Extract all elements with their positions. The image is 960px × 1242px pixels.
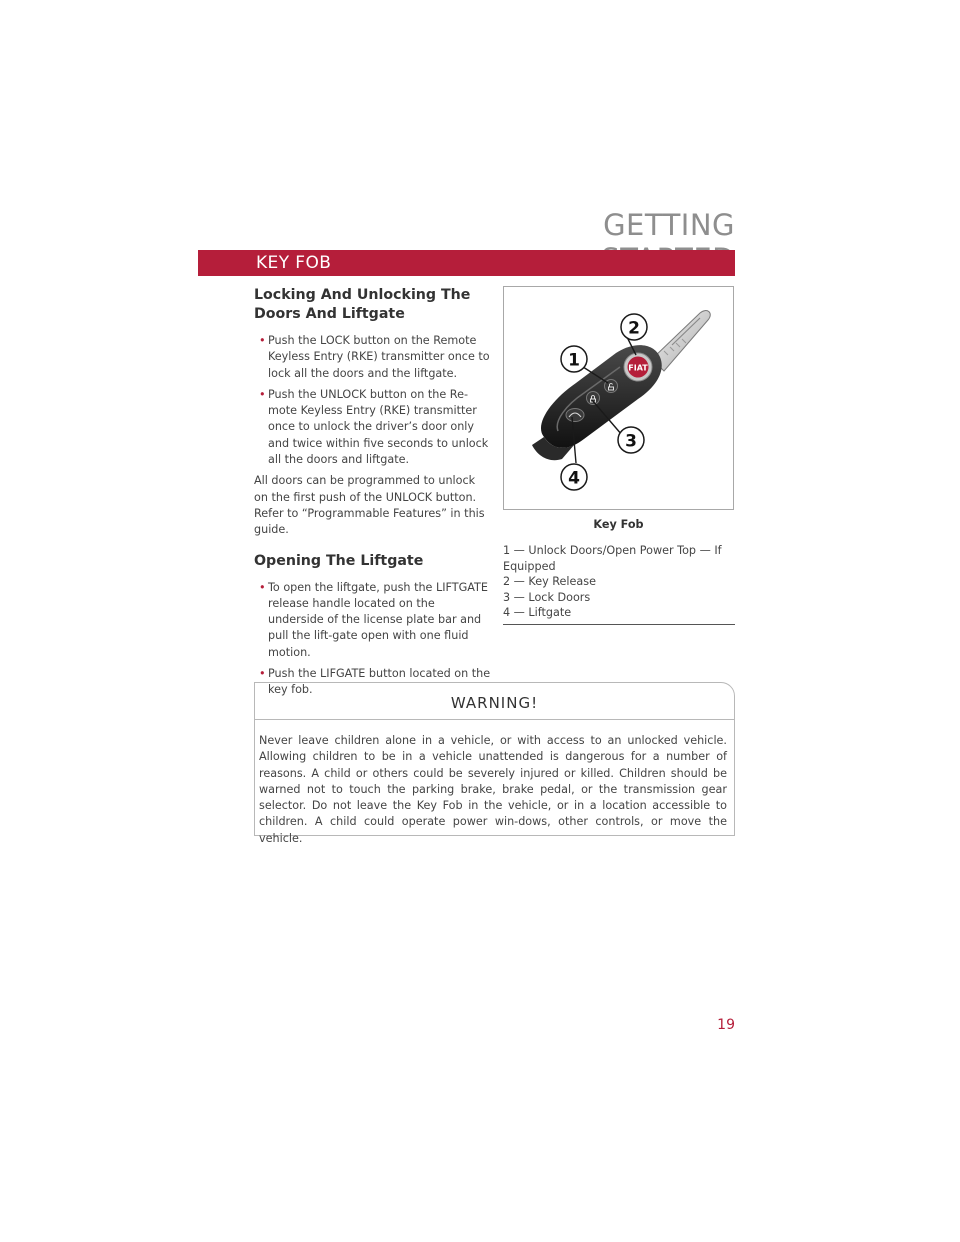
key-fob-figure bbox=[503, 286, 734, 510]
warning-title: WARNING! bbox=[450, 694, 539, 712]
bullet-icon: • bbox=[259, 387, 266, 401]
legend-item: 2 — Key Release bbox=[503, 575, 596, 588]
banner-title: KEY FOB bbox=[256, 253, 332, 273]
warning-box bbox=[254, 682, 735, 845]
figure-legend bbox=[503, 543, 735, 625]
callout-1 bbox=[561, 346, 587, 372]
callout-3 bbox=[618, 427, 644, 453]
left-column bbox=[254, 286, 492, 704]
legend-item: 3 — Lock Doors bbox=[503, 590, 591, 604]
bullet-icon: • bbox=[259, 334, 266, 347]
bullet-icon: • bbox=[259, 580, 266, 594]
svg-text:4: 4 bbox=[568, 468, 580, 489]
liftgate-bullet-list bbox=[254, 580, 492, 699]
callout-4 bbox=[561, 464, 587, 490]
warning-body: Never leave children alone in a vehicle, or with access to an unlocked vehicle. Allowing children to be in a vehicle unattended is dangerous for a number of reasons. A child or others could be severely injured or killed. Children should be warned not to touch the parking brake, brake pedal, or the transmission gear selector. Do not leave the Key Fob in the vehicle, or in a location accessible to children. A child could operate power win-dows, other controls, or move the vehicle. bbox=[259, 734, 727, 845]
key-fob-illustration bbox=[504, 287, 733, 509]
programming-note: All doors can be programmed to unlock on the first push of the UNLOCK button. Refer to “Programmable Features” in this guide. bbox=[254, 474, 485, 537]
svg-text:FIAT: FIAT bbox=[628, 363, 648, 373]
section-banner bbox=[198, 250, 735, 276]
svg-text:2: 2 bbox=[628, 318, 640, 339]
locking-heading: Locking And Unlocking The Doors And Liftgate bbox=[254, 287, 471, 322]
list-item: • Push the UNLOCK button on the Re-mote Keyless Entry (RKE) transmitter once to unlock the driver’s door only and twice within five seconds to unlock all the doors and liftgate. bbox=[259, 387, 489, 467]
svg-text:3: 3 bbox=[625, 431, 637, 452]
svg-text:1: 1 bbox=[568, 350, 580, 371]
callout-2 bbox=[621, 314, 647, 340]
list-item: • To open the liftgate, push the LIFTGATE release handle located on the underside of the license plate bar and pull the lift-gate open with one fluid motion. bbox=[259, 580, 488, 659]
fiat-badge-icon bbox=[624, 353, 652, 381]
list-item: • Push the LIFGATE button located on the key fob. bbox=[259, 667, 491, 697]
legend-item: 4 — Liftgate bbox=[503, 606, 572, 619]
liftgate-heading: Opening The Liftgate bbox=[254, 552, 424, 569]
locking-bullet-list bbox=[254, 333, 492, 468]
figure-caption: Key Fob bbox=[593, 518, 644, 531]
list-item: • Push the LOCK button on the Remote Keyless Entry (RKE) transmitter once to lock all the doors and the liftgate. bbox=[259, 334, 490, 380]
lock-button bbox=[587, 392, 600, 405]
bullet-icon: • bbox=[259, 667, 266, 681]
section-header: GETTING bbox=[603, 208, 735, 242]
liftgate-button bbox=[566, 409, 584, 422]
legend-item: 1 — Unlock Doors/Open Power Top — If Equipped bbox=[503, 544, 722, 573]
page-number: 19 bbox=[717, 1017, 735, 1033]
